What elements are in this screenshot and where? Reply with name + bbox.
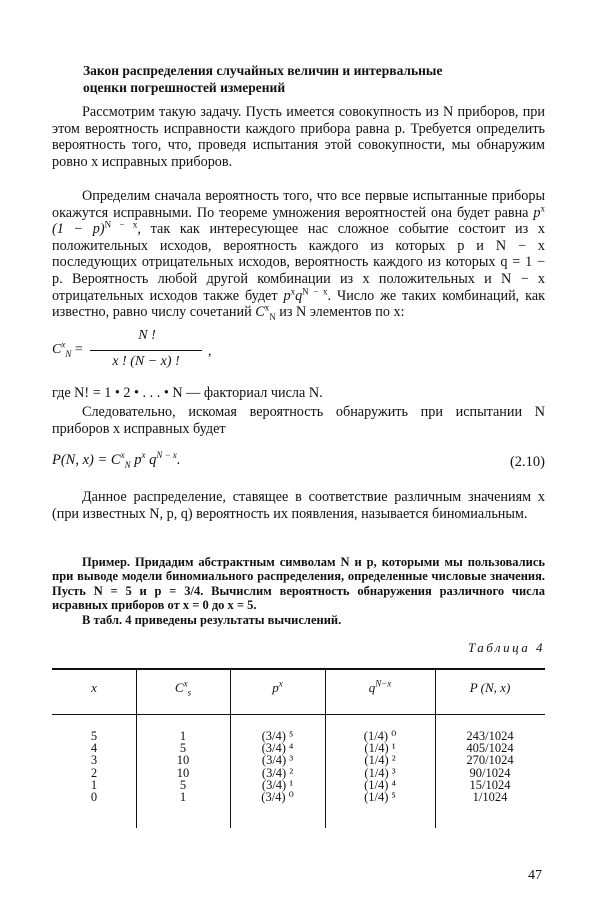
example-text: Пример. Придадим абстрактным символам N и p, которыми мы пользовались при выводе модели биномиального распределения, определенные числовые значения. Пусть N = 5 и p = 3/4. Вычислим вероятность обнаружения различного числа исравных приборов от x = 0 до x = 5. — [52, 555, 545, 613]
table-cell: 1/1024 — [472, 790, 508, 805]
section-heading — [83, 62, 523, 96]
binomial-formula — [52, 452, 181, 469]
heading-line-1: Закон распределения случайных величин и интервальные — [83, 63, 443, 78]
header-p-sup: x — [278, 678, 283, 689]
table-cell: (1/4) ⁵ — [364, 790, 396, 805]
column-x — [52, 730, 136, 803]
combination-formula — [52, 326, 252, 378]
combination-lhs — [52, 339, 83, 359]
table-cell: (3/4) ⁵ — [261, 729, 294, 743]
header-c-base: C — [174, 680, 184, 695]
table-cell: 5 — [90, 729, 98, 743]
combination-sup: x — [264, 302, 270, 313]
table-cell: (1/4) ³ — [364, 765, 396, 780]
formula-q-sup: N − x — [156, 450, 177, 461]
column-probability — [435, 730, 545, 803]
paragraph-probability — [52, 188, 545, 321]
formula-q: q — [145, 452, 157, 468]
expr2-q: q — [295, 287, 303, 304]
paragraph-intro — [52, 104, 545, 170]
table-cell: 1 — [179, 790, 187, 805]
table-cell: 1 — [179, 729, 187, 743]
combination-symbol: C — [255, 304, 265, 321]
table-cell: (3/4) ² — [261, 765, 294, 780]
column-combinations — [136, 730, 230, 803]
formula-p-sup: x — [141, 450, 146, 461]
expr-one-minus-p-exponent: N − x — [104, 219, 138, 230]
table-cell: 5 — [179, 777, 187, 792]
formula-p: p — [130, 452, 142, 468]
fraction-numerator: N ! — [138, 328, 156, 343]
paragraph-binomial-def-text: Данное распределение, ставящее в соответствие различным значениям x (при известных N, p, q) вероятность их появления, называется биномиальным. — [52, 489, 545, 522]
table-cell: 90/1024 — [469, 765, 511, 780]
fraction-denominator: x ! (N − x) ! — [112, 354, 180, 369]
combination-lhs-c: C — [52, 342, 62, 357]
equation-number: (2.10) — [509, 454, 545, 470]
header-p-power — [230, 680, 325, 696]
para2-text-b: , так как интересующее нас сложное событие состоит из x положительных исходов, вероятность каждого из которых p и N − x последующих отрицательных исходов, вероятность каждого из которых q = 1 − p. Вероятность любой другой комбинации из x положительных и N − x отрицательных исходов также будет — [52, 221, 545, 304]
table-cell: (3/4) ¹ — [261, 777, 294, 792]
formula-c-sub: N — [124, 459, 131, 470]
column-q-power — [325, 730, 435, 803]
table-cell: 0 — [90, 790, 98, 805]
table-cell: (3/4) ⁰ — [261, 790, 294, 805]
para2-text-c: . Число же таких комбинаций, как известно, равно числу сочетаний — [52, 287, 546, 321]
table-cell: 270/1024 — [466, 753, 514, 768]
paragraph-consequence-text: Следовательно, искомая вероятность обнаружить при испытании N приборов x исправных будет — [52, 404, 545, 437]
expr2-p-exponent: x — [290, 285, 296, 296]
page-number: 47 — [528, 868, 542, 883]
table-cell: (3/4) ⁴ — [261, 741, 294, 756]
combination-lhs-sub: N — [65, 348, 72, 359]
header-p-base: p — [272, 680, 279, 695]
para2-text-d: из N элементов по x: — [275, 304, 405, 321]
expr2-p: p — [283, 287, 291, 304]
table-cell: 10 — [176, 753, 190, 768]
expr-one-minus-p: (1 − p) — [52, 221, 105, 238]
header-q-sup: N−x — [375, 678, 392, 689]
formula-c-sup: x — [120, 450, 125, 461]
expr2-q-exponent: N − x — [302, 285, 328, 296]
column-p-power — [230, 730, 325, 803]
combination-sub: N — [269, 311, 276, 322]
header-q-power — [325, 680, 435, 696]
combination-lhs-eq: = — [71, 342, 83, 357]
header-x: x — [91, 680, 97, 695]
table-caption: Таблица 4 — [467, 640, 545, 655]
fraction-comma: , — [208, 344, 212, 359]
expr-p: p — [533, 204, 541, 221]
formula-end: . — [176, 452, 181, 468]
para2-text-a: Определим сначала вероятность того, что все первые испытанные приборы окажутся исправными. По теореме умножения вероятностей она будет равна — [52, 188, 545, 221]
table-cell: 10 — [176, 765, 190, 780]
table-cell: (1/4) ² — [364, 753, 396, 768]
table-cell: (3/4) ³ — [261, 753, 294, 768]
header-probability: P (N, x) — [469, 680, 511, 695]
header-c-sub: s — [187, 687, 192, 698]
table-cell: 5 — [179, 741, 187, 756]
table-cell: 243/1024 — [466, 729, 514, 743]
header-c-sup: x — [183, 678, 188, 689]
table-header-rule — [52, 714, 545, 715]
heading-line-2: оценки погрешностей измерений — [83, 80, 286, 95]
table-cell: 3 — [90, 753, 98, 768]
table-cell: 405/1024 — [466, 741, 514, 756]
expr-p-exponent: x — [540, 202, 545, 213]
table-top-rule — [52, 668, 545, 670]
example-block — [52, 555, 545, 627]
paragraph-binomial-def — [52, 489, 545, 522]
combination-lhs-sup: x — [61, 339, 66, 350]
paragraph-consequence — [52, 404, 545, 437]
table-cell: 2 — [90, 765, 98, 780]
table-cell: 1 — [90, 777, 98, 792]
table-cell: (1/4) ¹ — [364, 741, 396, 756]
factorial-note: где N! = 1 • 2 • . . . • N — факториал числа N. — [52, 385, 323, 401]
header-q-base: q — [368, 680, 376, 695]
table-cell: (1/4) ⁴ — [364, 777, 396, 792]
example-table-ref: В табл. 4 приведены результаты вычислений. — [82, 612, 342, 627]
fraction-bar — [90, 350, 202, 351]
table-cell: 4 — [90, 741, 98, 756]
header-combinations — [136, 680, 230, 696]
table-cell: 15/1024 — [469, 777, 511, 792]
table-cell: (1/4) ⁰ — [363, 729, 397, 743]
paragraph-intro-text: Рассмотрим такую задачу. Пусть имеется совокупность из N приборов, при этом вероятность исправности каждого прибора равна p. Требуется определить вероятность того, что, проведя испытания этой совокупности, мы обнаружим ровно x исправных приборов. — [52, 104, 545, 170]
formula-lhs: P(N, x) = C — [52, 452, 121, 468]
